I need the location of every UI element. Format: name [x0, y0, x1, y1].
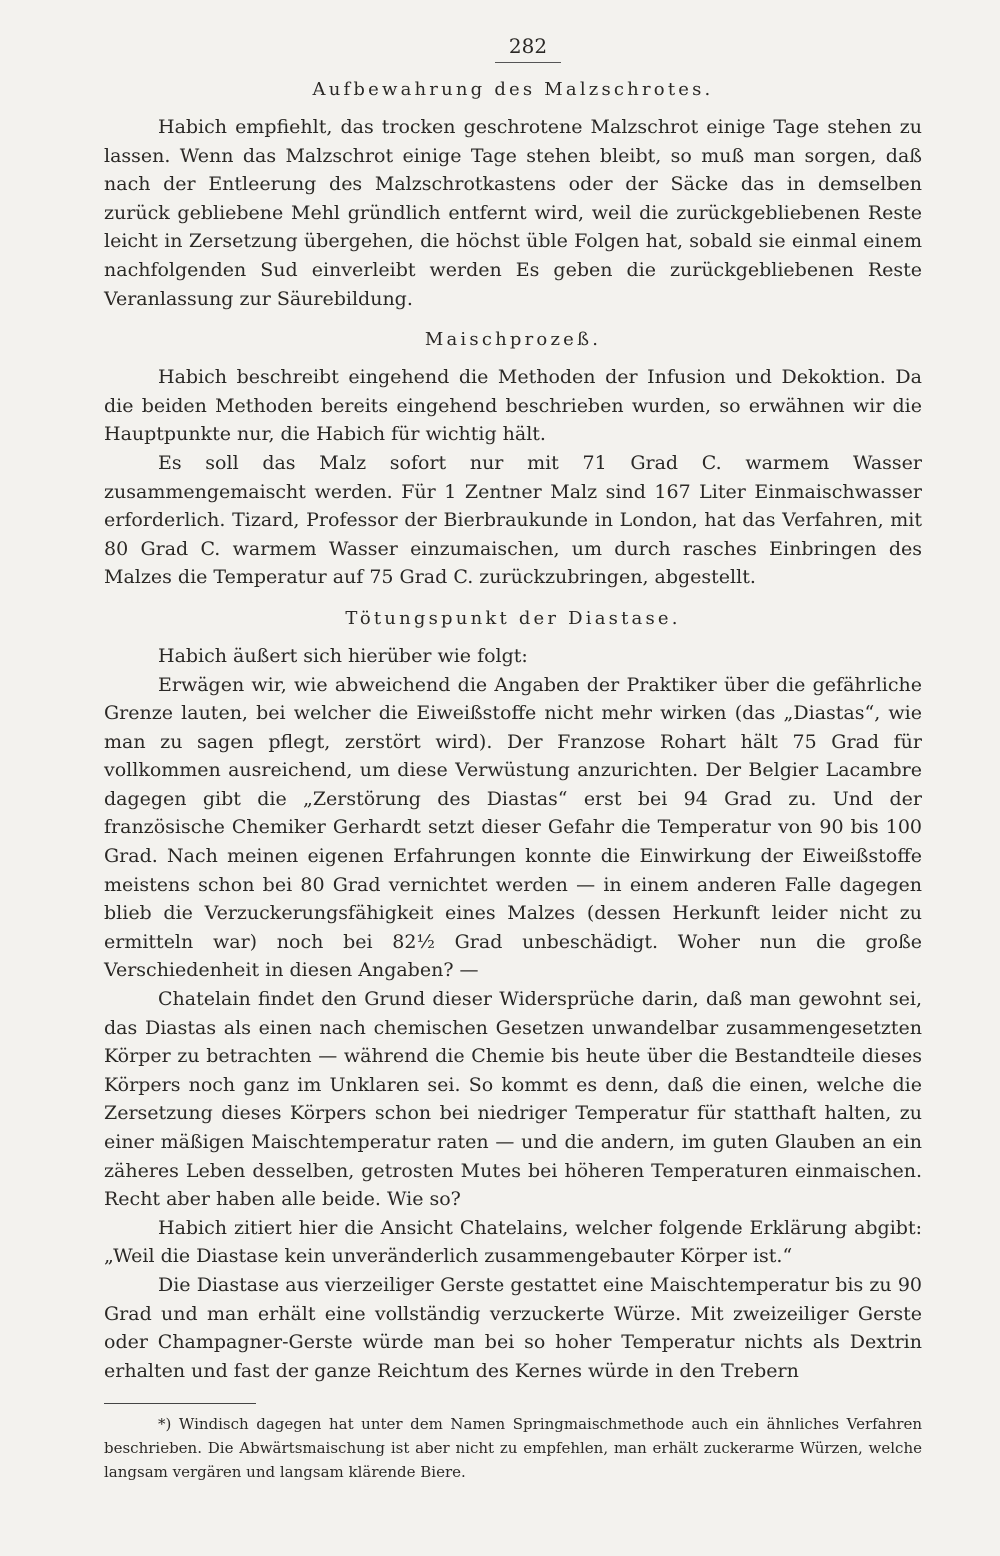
- paragraph: Habich äußert sich hierüber wie folgt:: [158, 644, 528, 667]
- paragraph: Erwägen wir, wie abweichend die Angaben der Praktiker über die gefährliche Grenze lauten, bei welcher die Eiweißstoffe nicht mehr wirken (das „Diastas“, wie man zu sagen pflegt, zerstört wird). Der Franzose Rohart hält 75 Grad für vollkommen ausreichend, um diese Verwüstung anzurichten. Der Belgier Lacambre dagegen gibt die „Zerstörung des Diastas“ erst bei 94 Grad zu. Und der französische Chemiker Gerhardt setzt dieser Gefahr die Temperatur von 90 bis 100 Grad. Nach meinen eigenen Erfahrungen konnte die Einwirkung der Eiweißstoffe meistens schon bei 80 Grad vernichtet werden — in einem anderen Falle dagegen blieb die Verzuckerungsfähigkeit eines Malzes (dessen Herkunft leider nicht zu ermitteln war) noch bei 82½ Grad unbeschädigt. Woher nun die große Verschiedenheit in diesen Angaben? —: [104, 673, 922, 982]
- page-number: 282: [134, 34, 922, 63]
- section-heading-malzschrot: Aufbewahrung des Malzschrotes.: [312, 79, 714, 100]
- section-heading-maischprozess: Maischprozeß.: [424, 329, 602, 351]
- paragraph: Habich beschreibt eingehend die Methoden der Infusion und Dekoktion. Da die beiden Methoden bereits eingehend beschrieben wurden, so erwähnen wir die Hauptpunkte nur, die Habich für wichtig hält.: [104, 366, 922, 446]
- footnote-divider: [104, 1403, 256, 1404]
- section-heading-toetungspunkt: Tötungspunkt der Diastase.: [345, 607, 681, 629]
- paragraph: Es soll das Malz sofort nur mit 71 Grad C. warmem Wasser zusammengemaischt werden. Für 1 Zentner Malz sind 167 Liter Einmaischwasser erforderlich. Tizard, Professor der Bierbraukunde in London, hat das Verfahren, mit 80 Grad C. warmem Wasser einzumaischen, um durch rasches Einbringen des Malzes die Temperatur auf 75 Grad C. zurückzubringen, abgestellt.: [104, 451, 922, 589]
- footnote-text: *) Windisch dagegen hat unter dem Namen Springmaischmethode auch ein ähnliches Verfahren beschrieben. Die Abwärtsmaischung ist aber nicht zu empfehlen, man erhält zuckerarme Würzen, welche langsam vergären und langsam klärende Biere.: [104, 1415, 922, 1482]
- paragraph: Die Diastase aus vierzeiliger Gerste gestattet eine Maischtemperatur bis zu 90 Grad und man erhält eine vollständig verzuckerte Würze. Mit zweizeiliger Gerste oder Champagner-Gerste würde man bei so hoher Temperatur nichts als Dextrin erhalten und fast der ganze Reichtum des Kernes würde in den Trebern: [104, 1273, 922, 1382]
- paragraph: Habich zitiert hier die Ansicht Chatelains, welcher folgende Erklärung abgibt: „Weil die Diastase kein unveränderlich zusammengebauter Körper ist.“: [104, 1216, 922, 1268]
- paragraph: Habich empfiehlt, das trocken geschrotene Malzschrot einige Tage stehen zu lassen. Wenn das Malzschrot einige Tage stehen bleibt, so muß man sorgen, daß nach der Entleerung des Malzschrotkastens oder der Säcke das in demselben zurück gebliebene Mehl gründlich entfernt wird, weil die zurückgebliebenen Reste leicht in Zersetzung übergehen, die höchst üble Folgen hat, sobald sie einmal einem nachfolgenden Sud einverleibt werden Es geben die zurückgebliebenen Reste Veranlassung zur Säurebildung.: [104, 116, 922, 310]
- footnote: [104, 1412, 922, 1484]
- paragraph: Chatelain findet den Grund dieser Widersprüche darin, daß man gewohnt sei, das Diastas als einen nach chemischen Gesetzen unwandelbar zusammengesetzten Körper zu betrachten — während die Chemie bis heute über die Bestandteile dieses Körpers noch ganz im Unklaren sei. So kommt es denn, daß die einen, welche die Zersetzung dieses Körpers schon bei niedriger Temperatur für statthaft halten, zu einer mäßigen Maischtemperatur raten — und die andern, im guten Glauben an ein zäheres Leben desselben, getrosten Mutes bei höheren Temperaturen einmaischen. Recht aber haben alle beide. Wie so?: [104, 988, 922, 1211]
